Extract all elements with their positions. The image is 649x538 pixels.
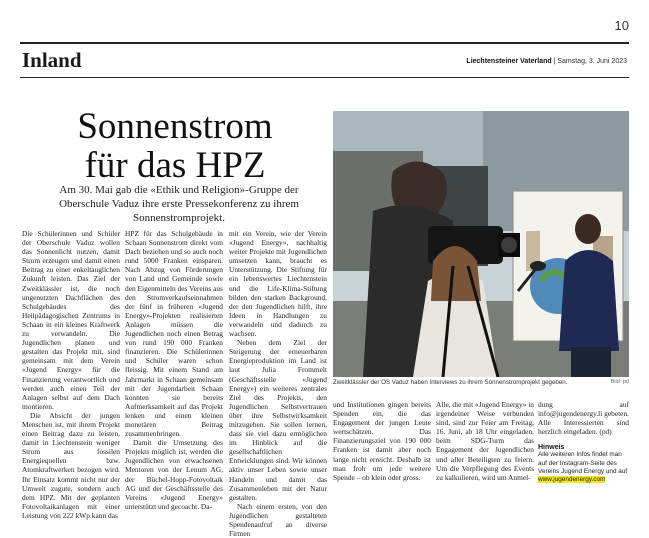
- paragraph: Die Schülerinnen und Schüler der Oberschule Vaduz wollen das Sonnenlicht nutzen, damit Strom erzeugen und damit einen Beitrag zu einer enkeltauglichen Zukunft leisten. Das Ziel der Zweitklässler ist, die noch ungenutzten Dachflächen des Schulgebäudes des Heilpädagogischen Zentrums in Schaan in ein kleines Kraftwerk zu verwandeln. Die Jugendlichen planen und gestalten das Projekt mit, sind gemeinsam mit dem Verein «Jugend Energy» für die Finanzierung verantwortlich und werden auch einen Teil der Anlagen selbst auf dem Dach montieren.: [22, 229, 120, 411]
- website-link[interactable]: www.jugendenergy.com: [538, 476, 606, 484]
- text-column-3: [229, 229, 327, 538]
- paragraph: HPZ für das Schulgebäude in Schaan Sonnenstrom direkt vom Dach beziehen und so auch noch rund 5000 Franken einsparen. Nach Abzug von Förderungen von Land und Gemeinde sowie den Eigenmitteln des Vereins aus den Stromverkaufseinnahmen der fünf in früheren «Jugend Energy»-Projekten realisierten Anlagen müssen die Jugendlichen noch einen Betrag von rund 190 000 Franken finanzieren. Die Schülerinnen und Schüler waren schon fleissig. Mit einem Stand am Jahrmarkt in Schaan gemeinsam mit der Jugendarbeit Schaan konnten sie bereits Aufmerksamkeit auf das Projekt lenken und einen kleinen monetären Beitrag zusammenbringen.: [125, 229, 223, 439]
- section-title: Inland: [22, 48, 82, 72]
- issue-date: Samstag, 3. Juni 2023: [557, 58, 627, 65]
- masthead: Liechtensteiner Vaterland | Samstag, 3. Juni 2023: [466, 58, 627, 65]
- headline-line-1: Sonnenstrom: [77, 106, 273, 147]
- section-rule: [20, 77, 629, 78]
- text-column-5: [436, 400, 534, 482]
- photo-caption: Zweitklässler der OS Vaduz haben Interviews zu ihrem Sonnenstromprojekt gegeben.: [333, 379, 568, 386]
- paragraph: Neben dem Ziel der Steigerung der erneuerbaren Energieproduktion im Land ist laut Julia Frommelt (Geschäftsstelle «Jugend Energy») ein weiteres zentrales Ziel des Projekts, den Jugendlichen Selbstvertrauen über ihre Selbstwirksamkeit mitzugeben. Sie sollen lernen, dass sie viel dazu ermöglichen im Hinblick auf die gesellschaftlichen Entwicklungen sind. Wir können aktiv unser Leben sowie unser Handeln und damit das Zusammenleben mit der Natur gestalten.: [229, 338, 327, 502]
- paragraph: mit ein Verein, wie der Verein «Jugend Energy», nachhaltig weiter Projekte mit Jugendlichen umsetzen kann, braucht es Unterstützung. Die Stiftung für ein lebenswertes Liechtenstein und die Life-Klima-Stiftung bilden den starken Background, der den Jugendlichen hilft, ihre Ideen in Handlungen zu verwandeln und dadurch zu wachsen.: [229, 229, 327, 339]
- paragraph: Damit die Umsetzung des Projekts möglich ist, werden die Jugendlichen von erwachsenen Mentoren von der Lenum AG, der Büchel-Hopp-Fotovoltaik AG und der Geschäftsstelle des Vereins «Jugend Energy» unterstützt und gecoacht. Da-: [125, 438, 223, 511]
- article-headline: [22, 108, 328, 186]
- text-column-4: [333, 400, 431, 482]
- photo-credit: Bild: pd: [610, 379, 629, 385]
- paragraph: Nach einem ersten, von den Jugendlichen gestalteten Spendenaufruf an diverse Firmen: [229, 501, 327, 538]
- photo-illustration: [333, 111, 629, 377]
- headline-line-2: für das HPZ: [84, 144, 266, 186]
- article-lead: Am 30. Mai gab die «Ethik und Religion»-Gruppe der Oberschule Vaduz ihre erste Pressekonferenz zu ihrem Sonnenstromprojekt.: [59, 184, 299, 225]
- top-rule: [20, 42, 629, 44]
- text-column-2: [125, 229, 223, 511]
- hinweis-box: [538, 451, 629, 484]
- paragraph: dung auf info@jugendenergy.li gebeten. Alle Interessierten sind herzlich eingeladen. (pd): [538, 400, 629, 437]
- page-number: 10: [614, 18, 629, 33]
- hinweis-text: Alle weiteren Infos findet man auf der Instagram-Seite des Vereins Jugend Energy und auf: [538, 451, 628, 475]
- paragraph: Alle, die mit «Jugend Energy» in irgendeiner Weise verbunden sind, sind zur Feier am Freitag, 16. Juni, ab 18 Uhr eingeladen, beim SDG-Turm das Engagement der Jugendlichen und aller Beteiligten zu feiern. Um die Verpflegung des Events zu kalkulieren, wird um Anmel-: [436, 400, 534, 482]
- text-column-6: [538, 400, 629, 485]
- paragraph: Die Absicht der jungen Menschen ist, mit ihrem Projekt einen Beitrag dazu zu leisten, damit in Liechtenstein weniger Strom aus fossilen Energiequellen bzw. Atomkraftwerken bezogen wird. Ihr Einsatz kommt nicht nur der Umwelt zugute, sondern auch dem HPZ. Mit der geplanten Fotovoltaikanlagen mit einer Leistung von 222 kWp kann das: [22, 410, 120, 520]
- paragraph: und Institutionen gingen bereits Spenden ein, die das Engagement der jungen Leute wertschätzen. Das Finanzierungsziel von 190 000 Franken ist damit aber noch lange nicht erreicht. Deshalb ist man froh um jede weitere Spende – ob klein oder gross.: [333, 400, 431, 482]
- hinweis-title: Hinweis: [538, 444, 565, 452]
- newspaper-name: Liechtensteiner Vaterland: [466, 58, 552, 65]
- text-column-1: [22, 229, 120, 520]
- article-photo: [333, 111, 629, 377]
